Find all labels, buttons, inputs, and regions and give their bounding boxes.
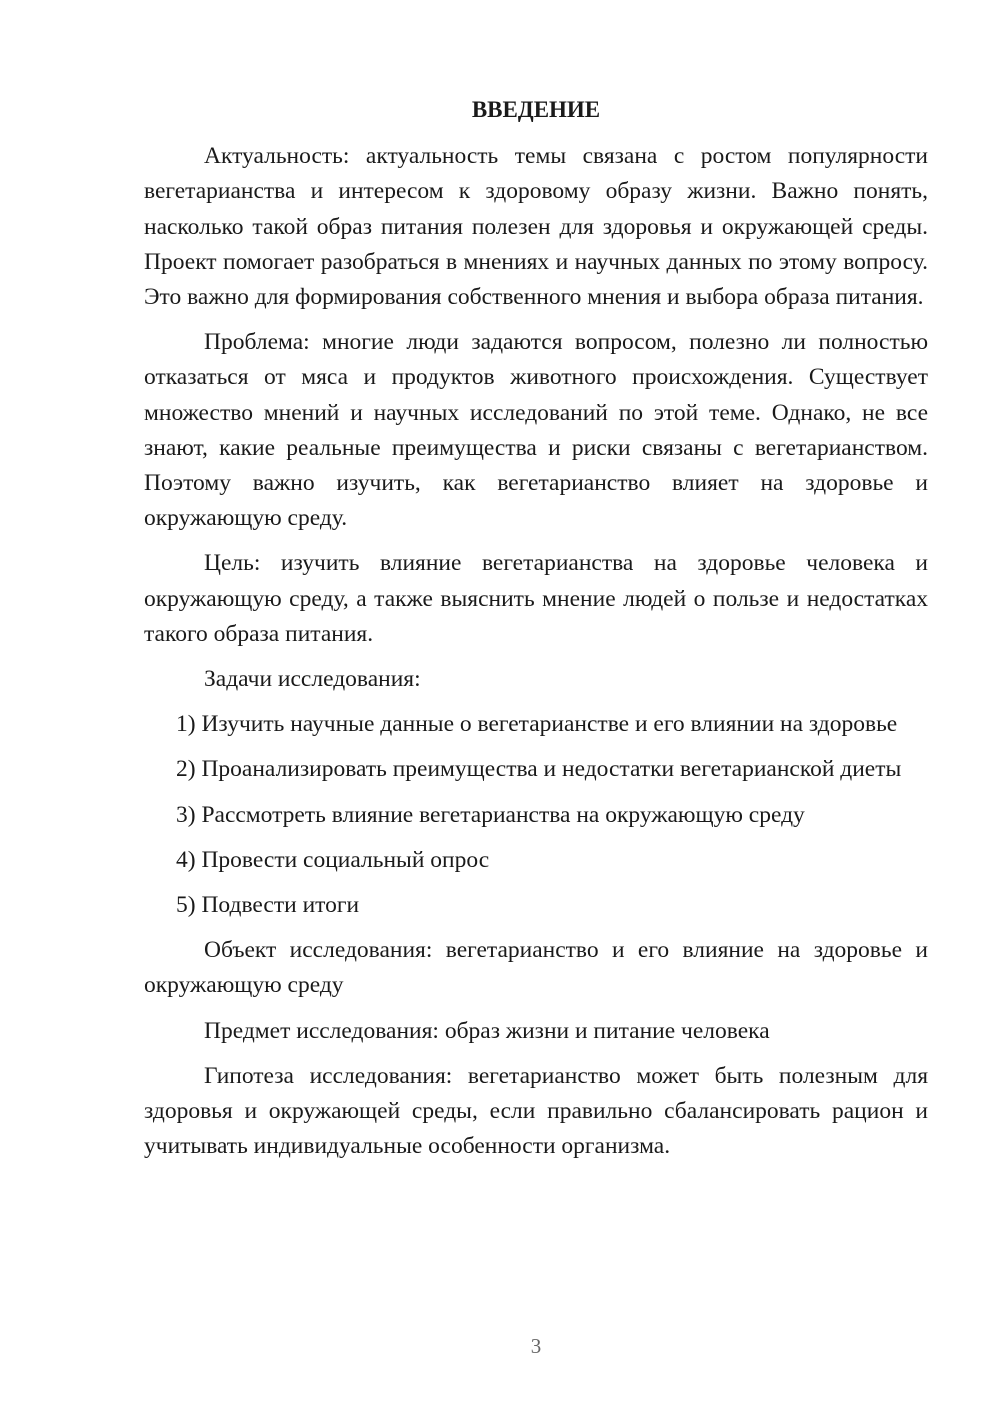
document-page xyxy=(144,92,928,1174)
section-title: ВВЕДЕНИЕ xyxy=(471,97,601,122)
goal-paragraph: Цель: изучить влияние вегетарианства на здоровье человека и окружающую среду, а также выяснить мнение людей о пользе и недостатках такого образа питания. xyxy=(144,550,928,647)
problem-paragraph: Проблема: многие люди задаются вопросом, полезно ли полностью отказаться от мяса и продуктов животного происхождения. Существует множество мнений и научных исследований по этой теме. Однако, не все знают, какие реальные преимущества и риски связаны с вегетарианством. Поэтому важно изучить, как вегетарианство влияет на здоровье и окружающую среду. xyxy=(144,329,928,532)
relevance-paragraph: Актуальность: актуальность темы связана с ростом популярности вегетарианства и интересом к здоровому образу жизни. Важно понять, насколько такой образ питания полезен для здоровья и окружающей среды. Проект помогает разобраться в мнениях и научных данных по этому вопросу. Это важно для формирования собственного мнения и выбора образа питания. xyxy=(144,143,928,311)
hypothesis-paragraph: Гипотеза исследования: вегетарианство может быть полезным для здоровья и окружающей среды, если правильно сбалансировать рацион и учитывать индивидуальные особенности организма. xyxy=(144,1062,928,1160)
research-object-paragraph: Объект исследования: вегетарианство и его влияние на здоровье и окружающую среду xyxy=(144,937,928,999)
task-item-3: 3) Рассмотреть влияние вегетарианства на окружающую среду xyxy=(176,801,805,828)
task-item-4: 4) Провести социальный опрос xyxy=(176,846,490,873)
research-subject-paragraph: Предмет исследования: образ жизни и питание человека xyxy=(204,1017,770,1044)
task-item-2: 2) Проанализировать преимущества и недостатки вегетарианской диеты xyxy=(176,756,902,783)
tasks-heading: Задачи исследования: xyxy=(204,666,421,693)
page-number: 3 xyxy=(530,1334,542,1358)
task-item-1: 1) Изучить научные данные о вегетарианстве и его влиянии на здоровье xyxy=(176,711,898,738)
task-item-5: 5) Подвести итоги xyxy=(176,892,360,919)
